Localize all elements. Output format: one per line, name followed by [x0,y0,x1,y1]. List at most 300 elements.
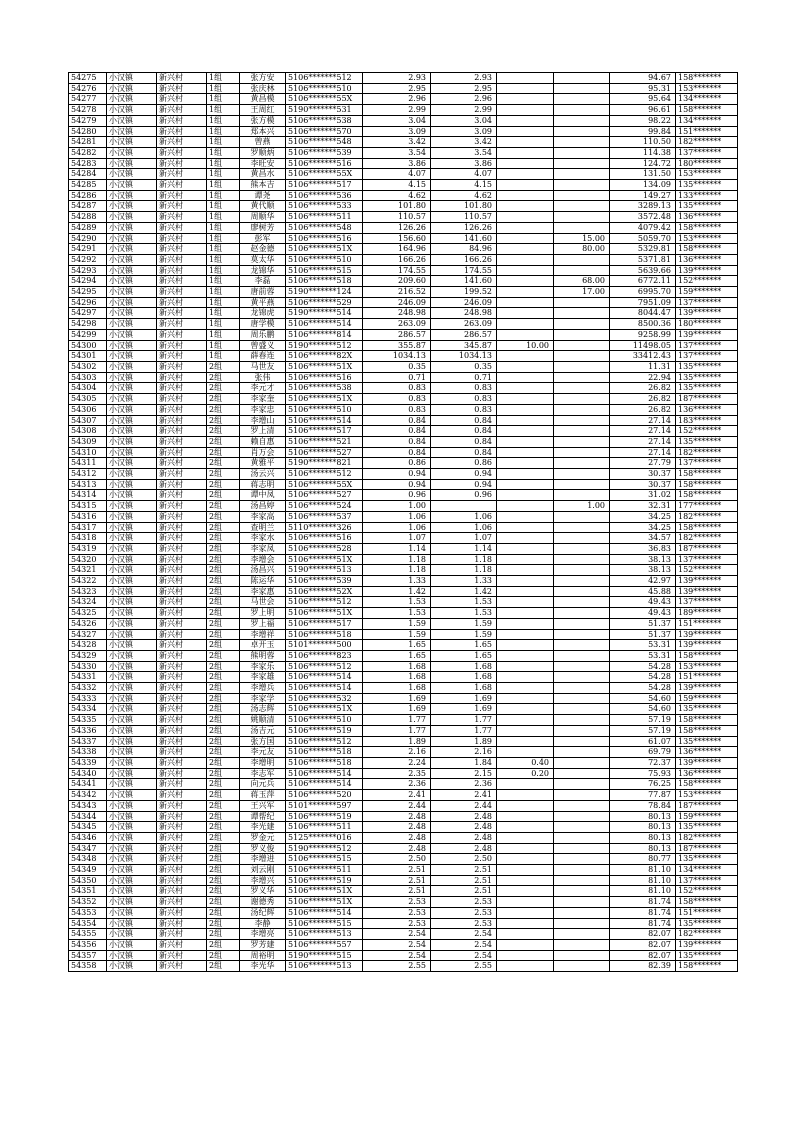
table-row [69,640,738,651]
row-number-cell: 54295 [69,287,107,298]
group-cell: 2组 [207,597,240,608]
village-cell: 新兴村 [157,811,207,822]
row-number-cell: 54284 [69,169,107,180]
row-number-cell: 54305 [69,394,107,405]
amount-cell: 99.84 [610,126,676,137]
village-cell: 新兴村 [157,554,207,565]
table-row [69,832,738,843]
village-cell: 新兴村 [157,790,207,801]
name-cell: 李家高 [240,511,286,522]
total-area-cell: 1.42 [363,586,431,597]
area-1-cell: 2.50 [431,854,497,865]
name-cell: 罗金元 [240,832,286,843]
phone-cell: 158******* [676,222,738,233]
area-2-cell [497,629,554,640]
row-number-cell: 54326 [69,618,107,629]
village-cell: 新兴村 [157,950,207,961]
area-3-cell [554,319,610,330]
area-2-cell [497,469,554,480]
group-cell: 1组 [207,287,240,298]
town-cell: 小汉镇 [107,961,157,972]
id-number-cell: 5190*******531 [286,105,363,116]
total-area-cell: 1034.13 [363,351,431,362]
phone-cell: 152******* [676,276,738,287]
total-area-cell: 2.54 [363,950,431,961]
table-row [69,715,738,726]
table-row [69,725,738,736]
area-2-cell [497,447,554,458]
phone-cell: 182******* [676,511,738,522]
total-area-cell: 4.07 [363,169,431,180]
group-cell: 2组 [207,747,240,758]
area-1-cell: 0.84 [431,415,497,426]
amount-cell: 80.13 [610,822,676,833]
village-cell: 新兴村 [157,415,207,426]
area-3-cell [554,554,610,565]
table-row [69,447,738,458]
town-cell: 小汉镇 [107,383,157,394]
total-area-cell: 2.51 [363,886,431,897]
town-cell: 小汉镇 [107,672,157,683]
town-cell: 小汉镇 [107,854,157,865]
area-2-cell [497,875,554,886]
area-1-cell: 1.59 [431,618,497,629]
town-cell: 小汉镇 [107,865,157,876]
row-number-cell: 54283 [69,158,107,169]
phone-cell: 135******* [676,201,738,212]
id-number-cell: 5106*******538 [286,383,363,394]
total-area-cell: 246.09 [363,297,431,308]
area-1-cell: 248.98 [431,308,497,319]
amount-cell: 27.14 [610,436,676,447]
area-2-cell [497,800,554,811]
area-3-cell [554,522,610,533]
table-row [69,137,738,148]
village-cell: 新兴村 [157,276,207,287]
area-2-cell [497,458,554,469]
table-row [69,576,738,587]
id-number-cell: 5106*******516 [286,372,363,383]
area-1-cell: 1.89 [431,736,497,747]
area-1-cell: 3.54 [431,147,497,158]
group-cell: 1组 [207,147,240,158]
area-1-cell: 2.48 [431,843,497,854]
group-cell: 1组 [207,233,240,244]
group-cell: 2组 [207,875,240,886]
area-1-cell: 4.07 [431,169,497,180]
phone-cell: 182******* [676,533,738,544]
group-cell: 2组 [207,693,240,704]
area-1-cell: 1.68 [431,661,497,672]
area-3-cell: 68.00 [554,276,610,287]
area-2-cell [497,597,554,608]
id-number-cell: 5106*******515 [286,918,363,929]
row-number-cell: 54328 [69,640,107,651]
area-3-cell [554,533,610,544]
id-number-cell: 5101*******597 [286,800,363,811]
id-number-cell: 5106*******510 [286,404,363,415]
phone-cell: 158******* [676,105,738,116]
id-number-cell: 5106*******512 [286,597,363,608]
name-cell: 莫太华 [240,254,286,265]
amount-cell: 51.37 [610,629,676,640]
town-cell: 小汉镇 [107,490,157,501]
table-row [69,511,738,522]
id-number-cell: 5106*******51X [286,886,363,897]
town-cell: 小汉镇 [107,886,157,897]
total-area-cell: 2.53 [363,897,431,908]
village-cell: 新兴村 [157,180,207,191]
name-cell: 李增兴 [240,875,286,886]
village-cell: 新兴村 [157,907,207,918]
town-cell: 小汉镇 [107,404,157,415]
id-number-cell: 5106*******514 [286,672,363,683]
area-1-cell: 2.54 [431,939,497,950]
amount-cell: 30.37 [610,469,676,480]
town-cell: 小汉镇 [107,190,157,201]
row-number-cell: 54324 [69,597,107,608]
name-cell: 李家雄 [240,672,286,683]
area-3-cell [554,779,610,790]
area-3-cell [554,126,610,137]
total-area-cell: 2.36 [363,779,431,790]
id-number-cell: 5106*******514 [286,779,363,790]
id-number-cell: 5106*******518 [286,629,363,640]
id-number-cell: 5106*******537 [286,511,363,522]
row-number-cell: 54329 [69,650,107,661]
total-area-cell: 1.53 [363,597,431,608]
town-cell: 小汉镇 [107,736,157,747]
name-cell: 李志军 [240,768,286,779]
area-2-cell [497,522,554,533]
village-cell: 新兴村 [157,511,207,522]
town-cell: 小汉镇 [107,939,157,950]
phone-cell: 158******* [676,897,738,908]
village-cell: 新兴村 [157,158,207,169]
id-number-cell: 5106*******51X [286,897,363,908]
total-area-cell: 1.69 [363,704,431,715]
id-number-cell: 5106*******517 [286,618,363,629]
village-cell: 新兴村 [157,458,207,469]
town-cell: 小汉镇 [107,105,157,116]
table-row [69,629,738,640]
town-cell: 小汉镇 [107,640,157,651]
amount-cell: 54.28 [610,672,676,683]
group-cell: 2组 [207,843,240,854]
name-cell: 向元兵 [240,779,286,790]
town-cell: 小汉镇 [107,308,157,319]
amount-cell: 57.19 [610,725,676,736]
row-number-cell: 54355 [69,929,107,940]
name-cell: 李旺安 [240,158,286,169]
village-cell: 新兴村 [157,822,207,833]
town-cell: 小汉镇 [107,340,157,351]
id-number-cell: 5190*******512 [286,843,363,854]
area-3-cell [554,683,610,694]
name-cell: 廖树芳 [240,222,286,233]
group-cell: 1组 [207,222,240,233]
village-cell: 新兴村 [157,126,207,137]
area-3-cell [554,83,610,94]
group-cell: 1组 [207,276,240,287]
area-3-cell [554,918,610,929]
table-row [69,361,738,372]
group-cell: 1组 [207,83,240,94]
area-2-cell [497,640,554,651]
area-3-cell [554,586,610,597]
area-1-cell: 1.65 [431,640,497,651]
town-cell: 小汉镇 [107,244,157,255]
total-area-cell: 2.48 [363,811,431,822]
row-number-cell: 54275 [69,73,107,84]
phone-cell: 153******* [676,661,738,672]
row-number-cell: 54357 [69,950,107,961]
amount-cell: 76.25 [610,779,676,790]
total-area-cell: 1.68 [363,683,431,694]
town-cell: 小汉镇 [107,126,157,137]
town-cell: 小汉镇 [107,426,157,437]
name-cell: 李家凤 [240,543,286,554]
village-cell: 新兴村 [157,394,207,405]
amount-cell: 27.79 [610,458,676,469]
group-cell: 2组 [207,469,240,480]
area-3-cell: 1.00 [554,501,610,512]
amount-cell: 26.82 [610,394,676,405]
area-3-cell [554,875,610,886]
name-cell: 李增进 [240,854,286,865]
area-3-cell: 15.00 [554,233,610,244]
name-cell: 郑本兴 [240,126,286,137]
table-row [69,297,738,308]
name-cell: 周裕明 [240,950,286,961]
group-cell: 2组 [207,672,240,683]
area-1-cell: 1.07 [431,533,497,544]
area-2-cell [497,94,554,105]
table-row [69,126,738,137]
area-3-cell [554,447,610,458]
area-3-cell [554,169,610,180]
area-3-cell [554,950,610,961]
group-cell: 2组 [207,811,240,822]
area-3-cell [554,361,610,372]
total-area-cell: 3.42 [363,137,431,148]
area-2-cell: 0.40 [497,758,554,769]
area-1-cell: 1.53 [431,597,497,608]
group-cell: 2组 [207,533,240,544]
table-row [69,436,738,447]
area-1-cell: 3.09 [431,126,497,137]
village-cell: 新兴村 [157,929,207,940]
name-cell: 罗上清 [240,426,286,437]
table-row [69,383,738,394]
amount-cell: 81.74 [610,918,676,929]
group-cell: 2组 [207,704,240,715]
name-cell: 唐前蓉 [240,287,286,298]
id-number-cell: 5106*******538 [286,115,363,126]
amount-cell: 72.37 [610,758,676,769]
village-cell: 新兴村 [157,233,207,244]
total-area-cell: 2.24 [363,758,431,769]
name-cell: 罗芳建 [240,939,286,950]
area-3-cell [554,790,610,801]
name-cell: 查明兰 [240,522,286,533]
phone-cell: 151******* [676,672,738,683]
phone-cell: 158******* [676,715,738,726]
group-cell: 2组 [207,447,240,458]
amount-cell: 26.82 [610,383,676,394]
table-row [69,490,738,501]
name-cell: 曾燕 [240,137,286,148]
table-row [69,865,738,876]
phone-cell: 139******* [676,640,738,651]
id-number-cell: 5106*******514 [286,683,363,694]
phone-cell: 153******* [676,233,738,244]
village-cell: 新兴村 [157,254,207,265]
name-cell: 黄昌水 [240,169,286,180]
town-cell: 小汉镇 [107,212,157,223]
group-cell: 2组 [207,939,240,950]
total-area-cell: 3.54 [363,147,431,158]
phone-cell: 137******* [676,147,738,158]
name-cell: 李家惠 [240,586,286,597]
amount-cell: 5639.66 [610,265,676,276]
town-cell: 小汉镇 [107,137,157,148]
area-3-cell [554,340,610,351]
area-2-cell [497,436,554,447]
group-cell: 1组 [207,351,240,362]
area-2-cell [497,811,554,822]
amount-cell: 53.31 [610,650,676,661]
total-area-cell: 1.69 [363,693,431,704]
total-area-cell: 3.09 [363,126,431,137]
village-cell: 新兴村 [157,800,207,811]
area-2-cell [497,126,554,137]
area-3-cell [554,843,610,854]
table-row [69,340,738,351]
village-cell: 新兴村 [157,212,207,223]
name-cell: 汤纪辉 [240,907,286,918]
amount-cell: 57.19 [610,715,676,726]
total-area-cell: 0.83 [363,394,431,405]
phone-cell: 158******* [676,73,738,84]
phone-cell: 151******* [676,126,738,137]
town-cell: 小汉镇 [107,351,157,362]
amount-cell: 78.84 [610,800,676,811]
row-number-cell: 54320 [69,554,107,565]
total-area-cell: 2.41 [363,790,431,801]
table-row [69,811,738,822]
table-row [69,608,738,619]
area-1-cell: 2.95 [431,83,497,94]
phone-cell: 182******* [676,137,738,148]
phone-cell: 177******* [676,501,738,512]
area-3-cell [554,73,610,84]
phone-cell: 153******* [676,83,738,94]
total-area-cell: 101.80 [363,201,431,212]
area-3-cell [554,661,610,672]
area-2-cell [497,586,554,597]
row-number-cell: 54285 [69,180,107,191]
row-number-cell: 54344 [69,811,107,822]
area-1-cell: 0.71 [431,372,497,383]
area-3-cell [554,469,610,480]
id-number-cell: 5106*******814 [286,329,363,340]
row-number-cell: 54296 [69,297,107,308]
area-2-cell [497,319,554,330]
table-row [69,329,738,340]
village-cell: 新兴村 [157,83,207,94]
area-2-cell [497,650,554,661]
phone-cell: 180******* [676,158,738,169]
village-cell: 新兴村 [157,897,207,908]
area-1-cell: 110.57 [431,212,497,223]
village-cell: 新兴村 [157,629,207,640]
amount-cell: 33412.43 [610,351,676,362]
row-number-cell: 54279 [69,115,107,126]
phone-cell: 135******* [676,704,738,715]
id-number-cell: 5106*******55X [286,169,363,180]
id-number-cell: 5106*******510 [286,715,363,726]
name-cell: 马世友 [240,361,286,372]
name-cell: 周顺华 [240,212,286,223]
name-cell: 汤志辉 [240,704,286,715]
area-3-cell [554,458,610,469]
phone-cell: 158******* [676,650,738,661]
village-cell: 新兴村 [157,169,207,180]
area-1-cell: 2.48 [431,811,497,822]
area-1-cell: 2.53 [431,897,497,908]
total-area-cell: 2.48 [363,843,431,854]
phone-cell: 152******* [676,426,738,437]
id-number-cell: 5106*******515 [286,265,363,276]
area-1-cell: 2.99 [431,105,497,116]
area-1-cell: 2.53 [431,907,497,918]
phone-cell: 137******* [676,340,738,351]
id-number-cell: 5106*******527 [286,447,363,458]
amount-cell: 22.94 [610,372,676,383]
name-cell: 李光华 [240,961,286,972]
town-cell: 小汉镇 [107,479,157,490]
town-cell: 小汉镇 [107,543,157,554]
area-3-cell [554,704,610,715]
group-cell: 2组 [207,522,240,533]
village-cell: 新兴村 [157,522,207,533]
amount-cell: 5059.70 [610,233,676,244]
group-cell: 1组 [207,73,240,84]
group-cell: 1组 [207,94,240,105]
data-table [68,72,738,972]
area-2-cell [497,886,554,897]
town-cell: 小汉镇 [107,554,157,565]
town-cell: 小汉镇 [107,822,157,833]
area-2-cell [497,576,554,587]
amount-cell: 11.31 [610,361,676,372]
village-cell: 新兴村 [157,768,207,779]
area-1-cell: 1.77 [431,715,497,726]
row-number-cell: 54300 [69,340,107,351]
village-cell: 新兴村 [157,287,207,298]
village-cell: 新兴村 [157,779,207,790]
area-1-cell: 0.83 [431,383,497,394]
phone-cell: 135******* [676,918,738,929]
group-cell: 2组 [207,832,240,843]
town-cell: 小汉镇 [107,950,157,961]
table-row [69,287,738,298]
amount-cell: 95.31 [610,83,676,94]
phone-cell: 151******* [676,907,738,918]
total-area-cell: 209.60 [363,276,431,287]
village-cell: 新兴村 [157,426,207,437]
